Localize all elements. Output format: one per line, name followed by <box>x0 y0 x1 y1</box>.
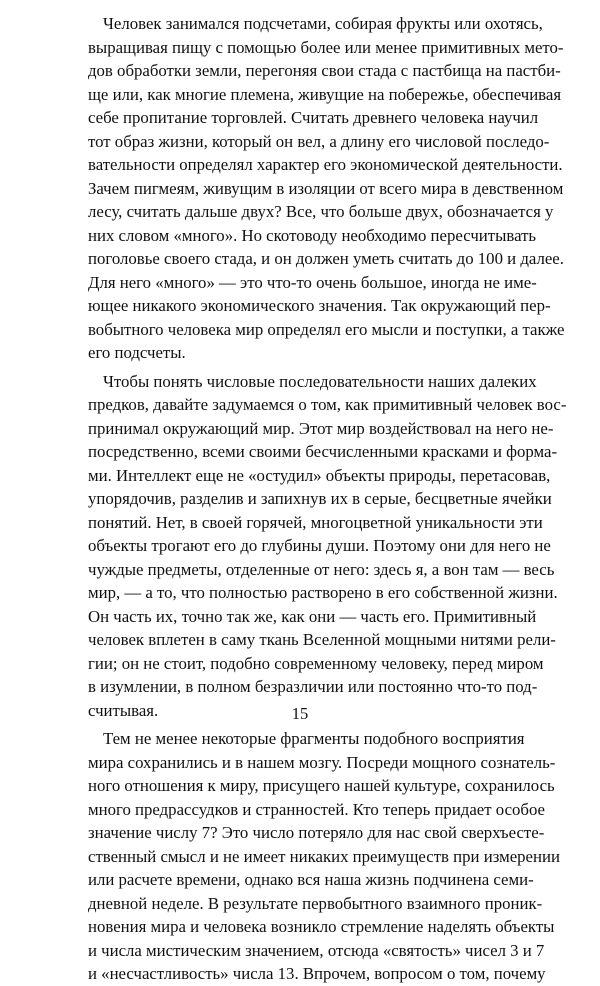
text-line: поголовье своего стада, и он должен уметь считать до 100 и далее. <box>88 249 564 268</box>
text-line: понятий. Нет, в своей горячей, многоцветной уникальности эти <box>88 512 543 532</box>
text-line: предков, давайте задумаемся о том, как примитивный человек вос- <box>88 395 567 414</box>
text-line: ющее никакого экономического значения. Так окружающий пер- <box>88 296 551 315</box>
text-line: ственный смысл и не имеет никаких преимуществ при измерении <box>88 846 560 866</box>
text-line: вобытного человека мир определял его мысли и поступки, а также <box>88 319 565 339</box>
text-line: считывая. <box>88 700 159 720</box>
text-line: Для него «много» — это что-то очень большое, иногда не име- <box>88 272 537 292</box>
text-line: и «несчастливость» числа 13. Впрочем, вопросом о том, почему <box>88 964 546 983</box>
text-line: себе пропитание торговлей. Считать древнего человека научил <box>88 108 539 127</box>
text-line: упорядочив, разделив и запихнув их в серые, бесцветные ячейки <box>88 489 552 508</box>
text-line: новения мира и человека возникло стремление наделять объекты <box>88 917 555 936</box>
text-line: выращивая пищу с помощью более или менее примитивных мето- <box>88 37 564 57</box>
text-line: много предрассудков и странностей. Кто теперь придает особое <box>88 799 545 819</box>
text-line: дов обработки земли, перегоняя свои стада с пастбища на пастби- <box>88 61 561 80</box>
paragraph <box>88 727 560 986</box>
text-line: его подсчеты. <box>88 343 186 362</box>
text-line: посредственно, всеми своими бесчисленными красками и форма- <box>88 442 558 461</box>
text-line: ного отношения к миру, присущего нашей культуре, сохранилось <box>88 776 555 795</box>
text-line: ще или, как многие племена, живущие на побережье, обеспечивая <box>88 84 562 104</box>
text-line: гии; он не стоит, подобно современному человеку, перед миром <box>88 653 544 673</box>
text-line: Зачем пигмеям, живущим в изоляции от всего мира в девственном <box>88 178 564 198</box>
paragraph <box>88 370 567 723</box>
text-line: принимал окружающий мир. Этот мир воздействовал на него не- <box>88 418 554 438</box>
page-number: 15 <box>291 704 309 723</box>
text-line: и числа мистическим значением, отсюда «святость» чисел 3 и 7 <box>88 940 545 960</box>
text-line: лесу, считать дальше двух? Все, что больше двух, обозначается у <box>88 202 554 221</box>
text-line: Человек занимался подсчетами, собирая фрукты или охотясь, <box>103 14 543 33</box>
paragraph <box>88 12 565 365</box>
text-line: них словом «много». Но скотоводу необходимо пересчитывать <box>88 225 537 245</box>
text-line: Чтобы понять числовые последовательности наших далеких <box>103 371 537 391</box>
text-line: мир, — а то, что полностью растворено в его собственной жизни. <box>88 583 558 602</box>
text-line: объекты трогают его до глубины души. Поэтому они для него не <box>88 536 551 555</box>
body-text <box>88 12 567 986</box>
text-line: ми. Интеллект еще не «остудил» объекты природы, перетасовав, <box>88 465 551 485</box>
text-line: Тем не менее некоторые фрагменты подобного восприятия <box>103 729 525 748</box>
text-line: в изумлении, в полном безразличии или постоянно что-то под- <box>88 677 538 696</box>
text-line: чуждые предметы, отделенные от него: здесь я, а вон там — весь <box>88 559 555 579</box>
text-line: дневной неделе. В результате первобытного взаимного проник- <box>88 893 543 913</box>
text-line: или расчете времени, однако вся наша жизнь подчинена семи- <box>88 870 534 889</box>
text-line: тот образ жизни, который он вел, а длину его числовой последо- <box>88 131 550 151</box>
text-line: человек вплетен в саму ткань Вселенной мощными нитями рели- <box>88 630 556 649</box>
text-line: мира сохранились и в нашем мозгу. Посреди мощного сознатель- <box>88 752 556 772</box>
text-line: Он часть их, точно так же, как они — часть его. Примитивный <box>88 606 537 626</box>
text-line: значение числу 7? Это число потеряло для нас свой сверхъесте- <box>88 823 545 842</box>
text-line: вательности определял характер его экономической деятельности. <box>88 155 563 174</box>
